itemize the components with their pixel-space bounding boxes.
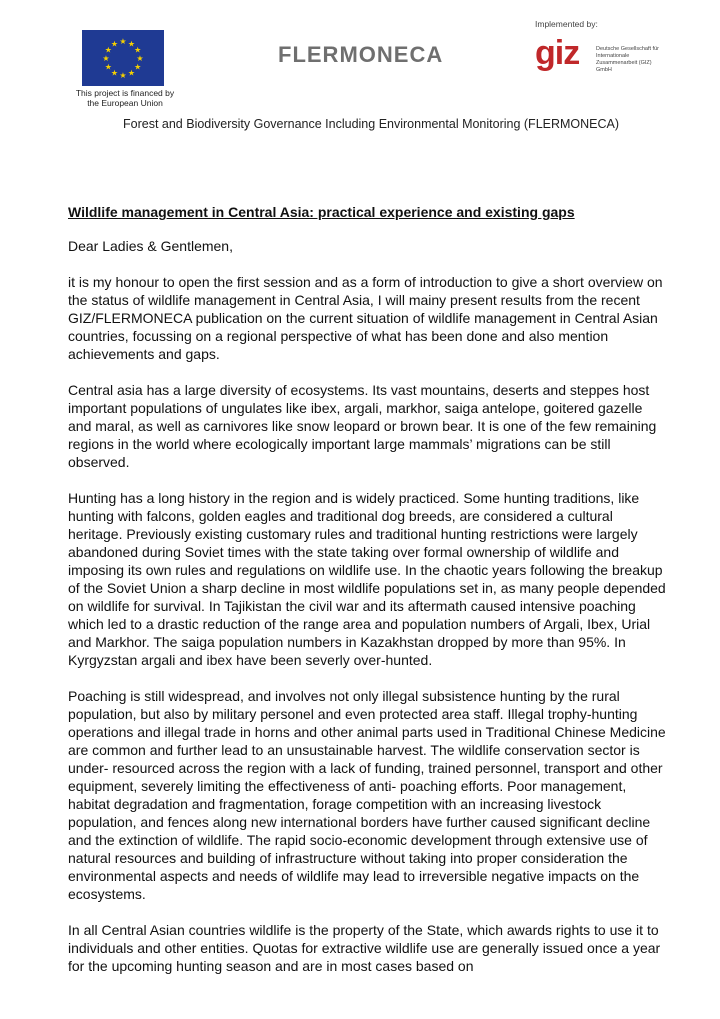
document-body <box>68 203 668 993</box>
eu-flag-icon <box>82 30 164 86</box>
greeting: Dear Ladies & Gentlemen, <box>68 238 233 254</box>
paragraph-poaching: Poaching is still widespread, and involves not only illegal subsistence hunting by the rural population, but also by military personel and even protected area staff. Illegal trophy-hunting operations and illegal trade in horns and other animal parts used in Traditional Chinese Medicine are common and further lead to an unsustainable harvest. The wildlife conservation sector is under- resourced across the region with a lack of funding, trained personnel, transport and other equipment, severely limiting the effectiveness of anti- poaching efforts. Poor management, habitat degradation and fragmentation, forage competition with an increasing livestock population, and fences along new international borders have further caused significant decline and the extinction of wildlife. The rapid socio-economic development through extensive use of natural resources and building of infrastructure without taking into proper consideration the environmental aspects and needs of wildlife may lead to irreversible negative impacts on the ecosystems. <box>68 688 666 902</box>
eu-funding-caption: This project is financed by the European Union <box>75 88 175 108</box>
paragraph-state-ownership: In all Central Asian countries wildlife is the property of the State, which awards rights to use it to individuals and other entities. Quotas for extractive wildlife use are generally issued once a year for the upcoming hunting season and are in most cases based on <box>68 922 661 974</box>
eu-star-icon: ★ <box>134 62 142 72</box>
eu-star-icon: ★ <box>127 39 136 49</box>
eu-star-icon: ★ <box>102 54 110 63</box>
implemented-by-label: Implemented by: <box>535 19 598 29</box>
eu-star-icon: ★ <box>110 68 119 78</box>
giz-full-name: Deutsche Gesellschaft für Internationale Zusammenarbeit (GIZ) GmbH <box>596 46 659 73</box>
eu-star-icon: ★ <box>104 62 112 72</box>
eu-star-icon: ★ <box>134 45 142 55</box>
paragraph-hunting-history: Hunting has a long history in the region and is widely practiced. Some hunting traditions, like hunting with falcons, golden eagles and traditional dog breeds, are considered a cultural heritage. Previously existing customary rules and traditional hunting restrictions were largely abandoned during Soviet times with the state taking over formal ownership of wildlife and imposing its own rules and regulations on wildlife use. In the chaotic years following the breakup of the Soviet Union a sharp decline in most wildlife populations set in, as many people depended on wildlife for survival. In Tajikistan the civil war and its aftermath caused intensive poaching which led to a drastic reduction of the range area and population numbers of Argali, Ibex, Urial and Markhor. The saiga population numbers in Kazakhstan dropped by more than 95%. In Kyrgyzstan argali and ibex have been severly over-hunted. <box>68 490 666 668</box>
eu-star-icon: ★ <box>136 54 144 63</box>
eu-star-icon: ★ <box>119 37 127 46</box>
paragraph-introduction: it is my honour to open the first session and as a form of introduction to give a short overview on the status of wildlife management in Central Asia, I will mainy present results from the recent GIZ/FLERMONECA publication on the current situation of wildlife management in Central Asian countries, focussing on a regional perspective of what has been done and also mention achievements and gaps. <box>68 274 663 362</box>
eu-star-icon: ★ <box>110 39 119 49</box>
giz-logo: giz <box>535 34 580 72</box>
flermoneca-logo: FLERMONECA <box>278 42 444 67</box>
eu-star-icon: ★ <box>104 45 112 55</box>
eu-star-icon: ★ <box>127 68 136 78</box>
project-subtitle: Forest and Biodiversity Governance Including Environmental Monitoring (FLERMONECA) <box>123 117 620 131</box>
paragraph-ecosystems: Central asia has a large diversity of ecosystems. Its vast mountains, deserts and steppes host important populations of ungulates like ibex, argali, markhor, saiga antelope, goitered gazelle and maral, as well as carnivores like snow leopard or brown bear. It is one of the few remaining regions in the world where ecologically important large mammals’ migrations can be still observed. <box>68 382 657 470</box>
eu-star-icon: ★ <box>119 71 127 80</box>
document-title: Wildlife management in Central Asia: practical experience and existing gaps <box>68 204 575 220</box>
